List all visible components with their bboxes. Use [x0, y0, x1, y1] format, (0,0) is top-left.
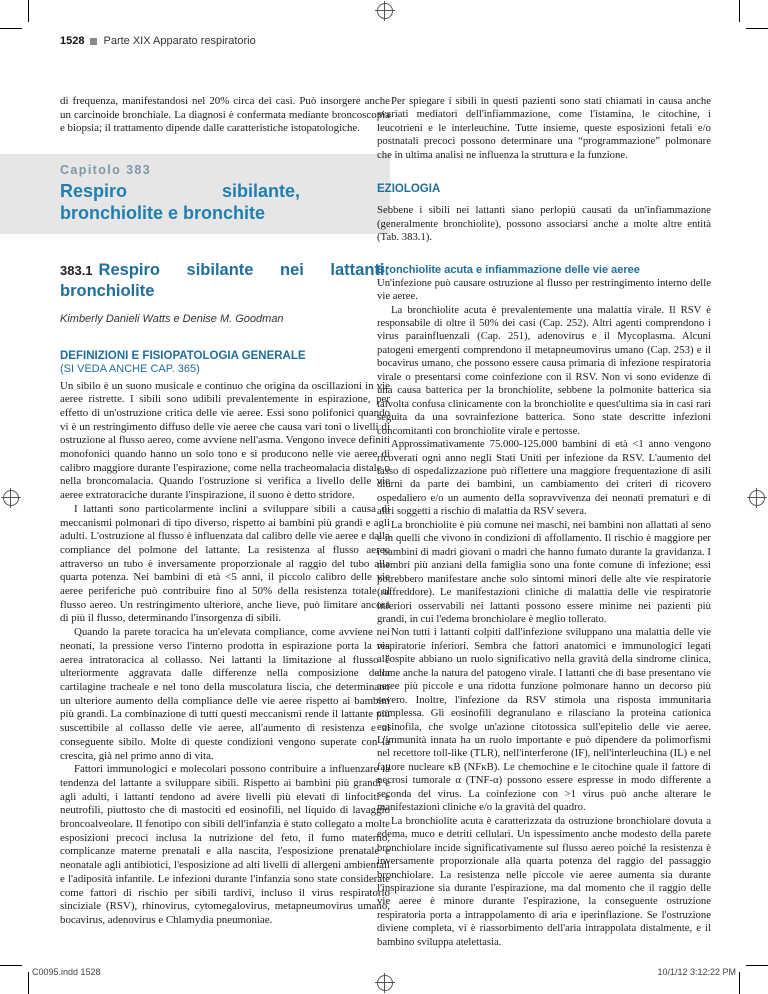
section-heading [60, 260, 390, 301]
crop-mark [739, 0, 740, 22]
registration-mark-icon [749, 490, 765, 506]
subheading-bronchiolite: Bronchiolite acuta e infiammazione delle vie aeree [377, 263, 640, 276]
crop-mark [28, 0, 29, 22]
paragraph: Sebbene i sibili nei lattanti siano perlopiù causati da un'infiammazione (generalmente bronchiolite), possono associarsi anche a molte altre entità (Tab. 383.1). [377, 204, 711, 244]
paragraph: La bronchiolite acuta è caratterizzata da ostruzione bronchiolare dovuta a edema, muco e detriti cellulari. Un ispessimento anche modesto della parete bronchiolare incide significativamente sul flusso aereo poiché la resistenza è inversamente proporzionale alla quarta potenza del raggio del passaggio bronchiolare. La resistenza nelle piccole vie aeree aumenta sia durante l'inspirazione sia durante l'espirazione, ma dal momento che il raggio delle vie aeree è minore durante l'espirazione, la conseguente ostruzione respiratoria porta a intrappolamento di aria e iperinflazione. Se l'ostruzione diviene completa, vi è riassorbimento dell'aria intrappolata distalmente, e il bambino sviluppa atelettasia. [377, 814, 711, 948]
heading-definitions: DEFINIZIONI E FISIOPATOLOGIA GENERALE [60, 349, 306, 362]
crop-mark [739, 972, 740, 994]
crop-mark [28, 972, 29, 994]
authors: Kimberly Danieli Watts e Denise M. Goodman [60, 312, 284, 325]
registration-mark-icon [377, 3, 393, 19]
section-number: 383.1 [60, 262, 93, 278]
paragraph: Un'infezione può causare ostruzione al flusso per restringimento interno delle vie aeree. [377, 276, 711, 303]
paragraph: La bronchiolite acuta è prevalentemente una malattia virale. Il RSV è responsabile di oltre il 50% dei casi (Cap. 252). Altri agenti comprendono i virus parainfluenzali (Cap. 251), adenovirus e il Mycoplasma. Alcuni patogeni emergenti comprendono il metapneumovirus umano (Cap. 253) e il bocavirus umano, che possono essere causa primaria di infezione respiratoria virale o presentarsi come coinfezione con il RSV. Non vi sono evidenze di una causa batterica per la bronchiolite, sebbene la polmonite batterica sia talvolta confusa clinicamente con la bronchiolite e quest'ultima sia in casi rari seguita da una sovrainfezione batterica. Sono state descritte infezioni concomitanti con bronchiolite virale e pertosse. [377, 303, 711, 437]
chapter-label: Capitolo 383 [60, 163, 152, 178]
page-number: 1528 [60, 35, 85, 47]
crop-mark [0, 965, 22, 966]
paragraph: Approssimativamente 75.000-125.000 bambini di età <1 anno vengono ricoverati ogni anno negli Stati Uniti per infezione da RSV. L'aumento del tasso di ospedalizzazione può riflettere una maggiore frequentazione di asili diurni da parte dei bambini, un cambiamento dei criteri di ricovero ospedaliero e/o un aumento della sopravvivenza dei neonati prematuri e di altri soggetti a rischio di malattia da RSV severa. [377, 438, 711, 518]
paragraph: Fattori immunologici e molecolari possono contribuire a influenzare la tendenza del lattante a sviluppare sibili. Rispetto ai bambini più grandi e agli adulti, i lattanti tendono ad avere livelli più elevati di linfociti e neutrofili, piuttosto che di mastociti ed eosinofili, nel liquido di lavaggio broncoalveolare. Il fenotipo con sibili dell'infanzia è stato collegato a molte esposizioni precoci inclusa la nutrizione del feto, il fumo materno, complicanze materne prenatali e alla nascita, l'esposizione prenatale e neonatale agli antibiotici, l'esposizione ad alti livelli di allergeni ambientali e l'adiposità infantile. Le infezioni durante l'infanzia sono state considerate come fattori di rischio per sibili tardivi, incluso il virus respiratorio sinciziale (RSV), rhinovirus, cytomegalovirus, metapneumovirus umano, bocavirus, adenovirus e Chlamydia pneumoniae. [60, 763, 390, 926]
crop-mark [746, 965, 768, 966]
paragraph: Non tutti i lattanti colpiti dall'infezione sviluppano una malattia delle vie respiratorie inferiori. Sembra che fattori anatomici e immunologici legati all'ospite abbiano un ruolo significativo nella gravità della sindrome clinica, come anche la natura del patogeno virale. I lattanti che di base presentano vie aeree più piccole e una ridotta funzione polmonare hanno un decorso più severo. Inoltre, l'infezione da RSV stimola una risposta immunitaria complessa. Gli eosinofili degranulano e rilasciano la proteina cationica eosinofila, che svolge un'azione citotossica sull'epitelio delle vie aeree. L'immunità innata ha un ruolo importante e può dipendere da polimorfismi nel recettore toll-like (TLR), nell'interferone (IF), nell'interleuchina (IL) e nel fattore nucleare κB (NFκB). Le chemochine e le citochine quale il fattore di necrosi tumorale α (TNF-α) possono essere espresse in modo differente a seconda del virus. La coinfezione con >1 virus può anche alterare le manifestazioni cliniche e/o la gravità del quadro. [377, 626, 711, 814]
footer-date: 10/1/12 3:12:22 PM [657, 967, 736, 977]
square-bullet-icon [90, 38, 97, 45]
intro-paragraph: di frequenza, manifestandosi nel 20% circa dei casi. Può insorgere anche un carcinoide bronchiale. La diagnosi è confermata mediante broncoscopia e biopsia; il trattamento dipende dalle caratteristiche istopatologiche. [60, 95, 390, 135]
paragraph: Un sibilo è un suono musicale e continuo che origina da oscillazioni in vie aeree ristrette. I sibili sono udibili prevalentemente in espirazione, per effetto di un'ostruzione critica delle vie aeree. Essi sono polifonici quando vi è un restringimento diffuso delle vie aeree che causa vari toni o livelli di ostruzione al flusso aereo, come avviene nell'asma. Vengono invece definiti monofonici quando hanno un solo tono e si producono nelle vie aeree di calibro maggiore durante l'espirazione, come nella tracheomalacia distale o nella broncomalacia. Quando l'ostruzione si verifica a livello delle vie aeree extratoraciche durante l'inspirazione, il suono è detto stridore. [60, 379, 390, 502]
footer-file: C0095.indd 1528 [32, 967, 101, 977]
section-title: Respiro sibilante nei lattanti: bronchiolite [60, 260, 390, 300]
paragraph: La bronchiolite è più comune nei maschi, nei bambini non allattati al seno e in quelli che vivono in condizioni di affollamento. Il rischio è maggiore per i bambini di madri giovani o madri che hanno fumato durante la gravidanza. I membri più anziani della famiglia sono una fonte comune di infezione; essi potrebbero manifestare anche solo sintomi minori delle alte vie respiratorie (raffreddore). Le manifestazioni cliniche di malattia delle vie respiratorie inferiori osservabili nei lattanti possono essere minime nei pazienti più grandi, in cui l'edema bronchiolare è meglio tollerato. [377, 518, 711, 625]
heading-definitions-sub: (SI VEDA ANCHE CAP. 365) [60, 362, 200, 375]
heading-etiology: EZIOLOGIA [377, 183, 441, 196]
part-title: Parte XIX Apparato respiratorio [103, 35, 256, 47]
chapter-header-box [0, 154, 390, 234]
paragraph: I lattanti sono particolarmente inclini a sviluppare sibili a causa di meccanismi polmonari di tipo diverso, rispetto ai bambini più grandi e agli adulti. L'ostruzione al flusso è influenzata dal calibro delle vie aeree e dalla compliance del polmone del lattante. La resistenza al flusso aereo attraverso un tubo è inversamente proporzionale al raggio del tubo alla quarta potenza. Nei bambini di età <5 anni, il piccolo calibro delle vie aeree periferiche può contribuire fino al 50% della resistenza totale al flusso aereo. Un restringimento ulteriore, anche lieve, può limitare ancora di più il flusso, determinando l'insorgenza di sibili. [60, 502, 390, 625]
crop-mark [0, 28, 22, 29]
left-column [60, 95, 390, 928]
paragraph: Quando la parete toracica ha un'elevata compliance, come avviene nei neonati, la pressione verso l'interno prodotta in espirazione porta la via aerea intratoracica al collasso. Nei lattanti la limitazione al flusso è ulteriormente aggravata dalle differenze nella composizione della cartilagine tracheale e nel tono della muscolatura liscia, che determinano un ulteriore aumento della compliance delle vie aeree rispetto ai bambini più grandi. La combinazione di tutti questi meccanismi rende il lattante più suscettibile al collasso delle vie aeree, all'aumento di resistenza e al conseguente sibilo. Molte di queste condizioni vengono superate con la crescita, già nel primo anno di vita. [60, 626, 390, 762]
chapter-title: Respiro sibilante, bronchiolite e bronchite [60, 180, 300, 223]
registration-mark-icon [377, 975, 393, 991]
running-head [60, 35, 256, 47]
right-column [377, 95, 711, 949]
paragraph: Per spiegare i sibili in questi pazienti sono stati chiamati in causa anche svariati mediatori dell'infiammazione, come l'istamina, le citochine, i leucotrieni e le interleuchine. Tutte insieme, queste esposizioni fetali e/o postnatali precoci possono determinare una “programmazione” polmonare che in ultima analisi ne influenza la struttura e la funzione. [377, 95, 711, 161]
crop-mark [746, 28, 768, 29]
registration-mark-icon [3, 490, 19, 506]
